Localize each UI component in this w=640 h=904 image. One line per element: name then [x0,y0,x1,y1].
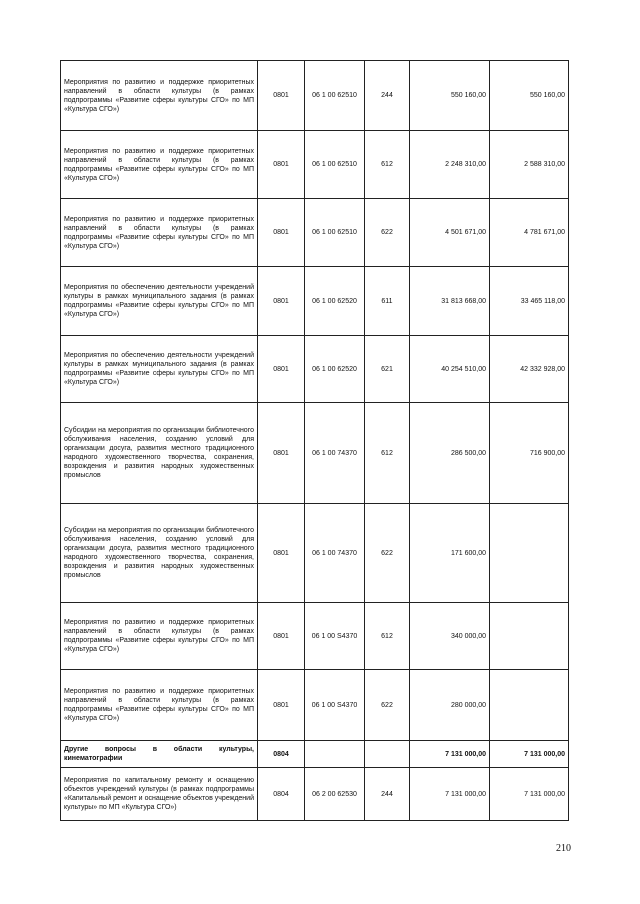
table-row [61,336,569,403]
row-amount-2 [490,670,569,741]
row-amount-2: 7 131 000,00 [490,741,569,768]
row-target-code: 06 1 00 74370 [305,504,365,603]
table-row [61,603,569,670]
row-amount-1: 7 131 000,00 [410,741,490,768]
row-target-code: 06 1 00 62520 [305,336,365,403]
row-amount-1: 171 600,00 [410,504,490,603]
row-target-code: 06 2 00 62530 [305,768,365,821]
row-amount-1: 2 248 310,00 [410,131,490,199]
row-expense-type: 621 [365,336,410,403]
row-target-code: 06 1 00 62510 [305,131,365,199]
table-row [61,199,569,267]
row-name: Субсидии на мероприятия по организации библиотечного обслуживания населения, созданию условий для организации досуга, развития местного традиционного народного художественного творчества, сохранения, возрождения и развития народных художественных промыслов [61,504,258,603]
table-row [61,741,569,768]
row-target-code: 06 1 00 62510 [305,61,365,131]
budget-table [60,60,569,821]
row-section-code: 0801 [258,267,305,336]
row-name: Мероприятия по развитию и поддержке приоритетных направлений в области культуры (в рамках подпрограммы «Развитие сферы культуры СГО» по МП «Культура СГО») [61,61,258,131]
row-amount-2: 550 160,00 [490,61,569,131]
row-target-code: 06 1 00 S4370 [305,603,365,670]
row-section-code: 0801 [258,403,305,504]
table-row [61,504,569,603]
row-target-code [305,741,365,768]
row-expense-type: 622 [365,199,410,267]
row-name: Мероприятия по развитию и поддержке приоритетных направлений в области культуры (в рамках подпрограммы «Развитие сферы культуры СГО» по МП «Культура СГО») [61,131,258,199]
row-name: Другие вопросы в области культуры, кинематографии [61,741,258,768]
row-section-code: 0804 [258,741,305,768]
row-amount-2: 33 465 118,00 [490,267,569,336]
row-target-code: 06 1 00 74370 [305,403,365,504]
row-expense-type [365,741,410,768]
row-expense-type: 612 [365,131,410,199]
row-amount-2: 42 332 928,00 [490,336,569,403]
row-target-code: 06 1 00 62510 [305,199,365,267]
row-amount-1: 7 131 000,00 [410,768,490,821]
row-expense-type: 612 [365,603,410,670]
row-name: Мероприятия по развитию и поддержке приоритетных направлений в области культуры (в рамках подпрограммы «Развитие сферы культуры СГО» по МП «Культура СГО») [61,199,258,267]
row-amount-2: 4 781 671,00 [490,199,569,267]
row-amount-1: 550 160,00 [410,61,490,131]
table-body [61,61,569,821]
row-name: Мероприятия по обеспечению деятельности учреждений культуры в рамках муниципального задания (в рамках подпрограммы «Развитие сферы культуры СГО» по МП «Культура СГО») [61,267,258,336]
row-expense-type: 622 [365,504,410,603]
row-amount-1: 340 000,00 [410,603,490,670]
row-name: Мероприятия по капитальному ремонту и оснащению объектов учреждений культуры (в рамках подпрограммы «Капитальный ремонт и оснащение объектов учреждений культуры» по МП «Культура СГО») [61,768,258,821]
row-expense-type: 611 [365,267,410,336]
row-section-code: 0801 [258,131,305,199]
row-amount-2: 7 131 000,00 [490,768,569,821]
row-amount-2: 716 900,00 [490,403,569,504]
row-target-code: 06 1 00 S4370 [305,670,365,741]
row-expense-type: 622 [365,670,410,741]
row-amount-1: 286 500,00 [410,403,490,504]
table-row [61,670,569,741]
row-amount-1: 4 501 671,00 [410,199,490,267]
table-row [61,131,569,199]
row-section-code: 0804 [258,768,305,821]
row-expense-type: 612 [365,403,410,504]
table-row [61,403,569,504]
row-amount-2: 2 588 310,00 [490,131,569,199]
page-number: 210 [556,843,571,854]
table-row [61,61,569,131]
row-amount-1: 280 000,00 [410,670,490,741]
row-name: Мероприятия по обеспечению деятельности учреждений культуры в рамках муниципального задания (в рамках подпрограммы «Развитие сферы культуры СГО» по МП «Культура СГО») [61,336,258,403]
row-section-code: 0801 [258,670,305,741]
row-name: Мероприятия по развитию и поддержке приоритетных направлений в области культуры (в рамках подпрограммы «Развитие сферы культуры СГО» по МП «Культура СГО») [61,603,258,670]
row-amount-2 [490,603,569,670]
row-target-code: 06 1 00 62520 [305,267,365,336]
row-section-code: 0801 [258,504,305,603]
row-name: Субсидии на мероприятия по организации библиотечного обслуживания населения, созданию условий для организации досуга, развития местного традиционного народного художественного творчества, сохранения, возрождения и развития народных художественных промыслов [61,403,258,504]
table-row [61,267,569,336]
row-amount-2 [490,504,569,603]
row-expense-type: 244 [365,61,410,131]
row-expense-type: 244 [365,768,410,821]
row-section-code: 0801 [258,61,305,131]
table-row [61,768,569,821]
row-amount-1: 31 813 668,00 [410,267,490,336]
row-section-code: 0801 [258,199,305,267]
row-section-code: 0801 [258,336,305,403]
row-section-code: 0801 [258,603,305,670]
row-name: Мероприятия по развитию и поддержке приоритетных направлений в области культуры (в рамках подпрограммы «Развитие сферы культуры СГО» по МП «Культура СГО») [61,670,258,741]
row-amount-1: 40 254 510,00 [410,336,490,403]
